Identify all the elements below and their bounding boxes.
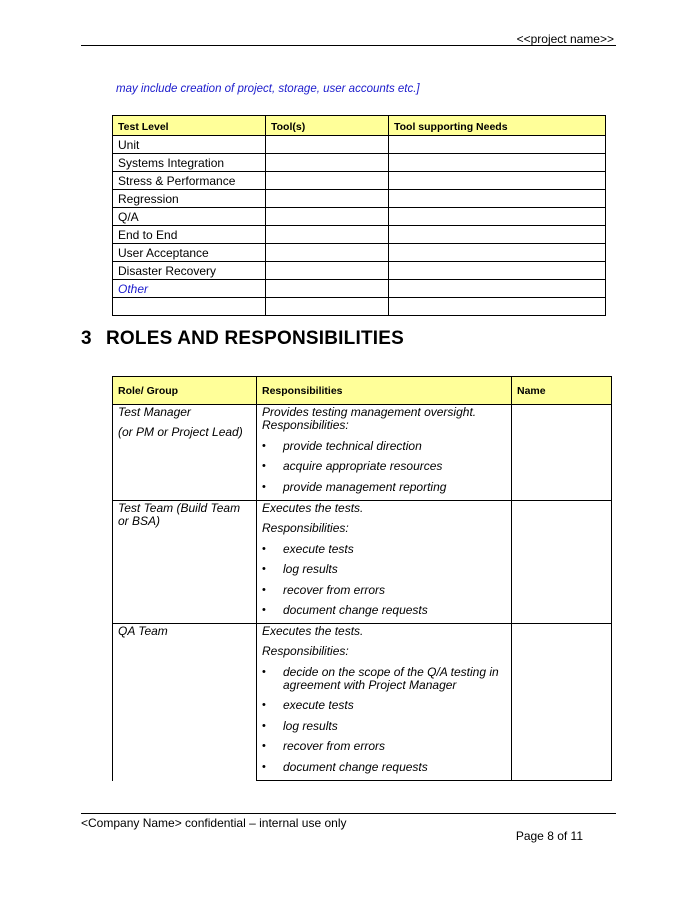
section-title: ROLES AND RESPONSIBILITIES	[106, 328, 404, 349]
responsibilities-cell	[257, 624, 512, 781]
test-level-cell: Disaster Recovery	[113, 262, 266, 280]
responsibilities-cell	[257, 405, 512, 501]
test-level-cell: End to End	[113, 226, 266, 244]
bullet-text: document change requests	[283, 759, 428, 774]
test-level-cell: Regression	[113, 190, 266, 208]
bullet-text: document change requests	[283, 603, 428, 617]
footer-confidential: <Company Name> confidential – internal use only	[81, 816, 347, 830]
bullet-icon: •	[262, 719, 266, 732]
needs-cell	[389, 154, 606, 172]
bullet-text: acquire appropriate resources	[283, 459, 443, 473]
tools-table	[112, 115, 606, 316]
bullet-text: recover from errors	[283, 582, 386, 597]
bullet-icon: •	[262, 563, 266, 575]
table-row	[113, 405, 612, 501]
tools-cell	[266, 262, 389, 280]
header-divider	[81, 45, 616, 46]
section-number: 3	[81, 328, 92, 349]
table-row	[113, 624, 612, 781]
name-cell	[512, 501, 612, 624]
column-header-responsibilities: Responsibilities	[257, 377, 512, 405]
bullet-text: provide technical direction	[283, 438, 422, 453]
role-name: Test Manager	[118, 405, 191, 419]
bullet-icon: •	[262, 740, 266, 752]
bullet-icon: •	[262, 439, 266, 452]
responsibility-list	[262, 440, 506, 494]
bullet-icon: •	[262, 460, 266, 472]
role-name: Test Team (Build Team or BSA)	[118, 501, 241, 528]
test-level-cell	[113, 298, 266, 316]
list-item	[262, 761, 506, 774]
needs-cell	[389, 208, 606, 226]
column-header-test-level: Test Level	[113, 116, 266, 136]
bullet-icon: •	[262, 760, 266, 773]
name-cell	[512, 624, 612, 781]
tools-cell	[266, 244, 389, 262]
bullet-text: provide management reporting	[283, 479, 447, 494]
role-subtitle: (or PM or Project Lead)	[118, 425, 243, 439]
bullet-text: log results	[283, 562, 338, 576]
table-row	[113, 190, 606, 208]
bullet-text: execute tests	[283, 541, 354, 556]
tools-cell	[266, 190, 389, 208]
responsibility-intro: Executes the tests.	[262, 501, 364, 515]
responsibilities-label: Responsibilities:	[262, 521, 349, 535]
responsibilities-label: Responsibilities:	[262, 418, 349, 432]
role-cell	[113, 624, 257, 781]
needs-cell	[389, 244, 606, 262]
test-level-cell: Systems Integration	[113, 154, 266, 172]
needs-cell	[389, 226, 606, 244]
bullet-text: execute tests	[283, 698, 354, 712]
table-row	[113, 280, 606, 298]
table-row	[113, 208, 606, 226]
page-number: Page 8 of 11	[515, 829, 583, 843]
needs-cell	[389, 172, 606, 190]
name-cell	[512, 405, 612, 501]
table-row	[113, 298, 606, 316]
responsibilities-cell	[257, 501, 512, 624]
test-level-cell: Stress & Performance	[113, 172, 266, 190]
tools-cell	[266, 226, 389, 244]
table-row	[113, 136, 606, 154]
list-item	[262, 720, 506, 733]
bullet-icon: •	[262, 665, 266, 678]
list-item	[262, 543, 506, 556]
test-level-cell: Unit	[113, 136, 266, 154]
list-item	[262, 584, 506, 597]
table-row	[113, 154, 606, 172]
list-item	[262, 740, 506, 753]
table-row	[113, 172, 606, 190]
column-header-role-group: Role/ Group	[113, 377, 257, 405]
needs-cell	[389, 190, 606, 208]
bullet-icon: •	[262, 480, 266, 493]
responsibility-list	[262, 666, 506, 774]
needs-cell	[389, 262, 606, 280]
role-name: QA Team	[118, 624, 168, 638]
test-level-cell: Q/A	[113, 208, 266, 226]
needs-cell	[389, 136, 606, 154]
column-header-tool-supporting-needs: Tool supporting Needs	[389, 116, 606, 136]
roles-table	[112, 376, 612, 781]
bullet-icon: •	[262, 583, 266, 596]
bullet-icon: •	[262, 604, 266, 616]
list-item	[262, 666, 506, 692]
responsibility-intro: Provides testing management oversight.	[262, 405, 477, 419]
tools-cell	[266, 208, 389, 226]
role-cell	[113, 405, 257, 501]
bullet-text: recover from errors	[283, 739, 386, 753]
tools-cell	[266, 136, 389, 154]
tools-cell	[266, 154, 389, 172]
table-row	[113, 226, 606, 244]
footer-divider	[81, 813, 616, 814]
list-item	[262, 699, 506, 712]
responsibilities-label: Responsibilities:	[262, 644, 349, 658]
bullet-text: decide on the scope of the Q/A testing in agreement with Project Manager	[283, 664, 499, 692]
list-item	[262, 481, 506, 494]
column-header-name: Name	[512, 377, 612, 405]
responsibility-intro: Executes the tests.	[262, 624, 364, 638]
tools-cell	[266, 172, 389, 190]
list-item	[262, 563, 506, 576]
responsibility-list	[262, 543, 506, 618]
list-item	[262, 460, 506, 473]
header-project-name: <<project name>>	[516, 32, 614, 46]
table-row	[113, 262, 606, 280]
table-row	[113, 501, 612, 624]
section-heading	[81, 328, 404, 350]
bullet-text: log results	[283, 718, 338, 733]
test-level-cell: User Acceptance	[113, 244, 266, 262]
list-item	[262, 440, 506, 453]
bullet-icon: •	[262, 542, 266, 555]
needs-cell	[389, 298, 606, 316]
column-header-tools: Tool(s)	[266, 116, 389, 136]
needs-cell	[389, 280, 606, 298]
role-cell	[113, 501, 257, 624]
tools-table-header	[113, 116, 606, 136]
table-row	[113, 244, 606, 262]
intro-text: may include creation of project, storage, user accounts etc.]	[116, 83, 420, 95]
roles-table-header	[113, 377, 612, 405]
list-item	[262, 604, 506, 617]
tools-cell	[266, 280, 389, 298]
tools-cell	[266, 298, 389, 316]
test-level-cell-other: Other	[113, 280, 266, 298]
bullet-icon: •	[262, 699, 266, 711]
